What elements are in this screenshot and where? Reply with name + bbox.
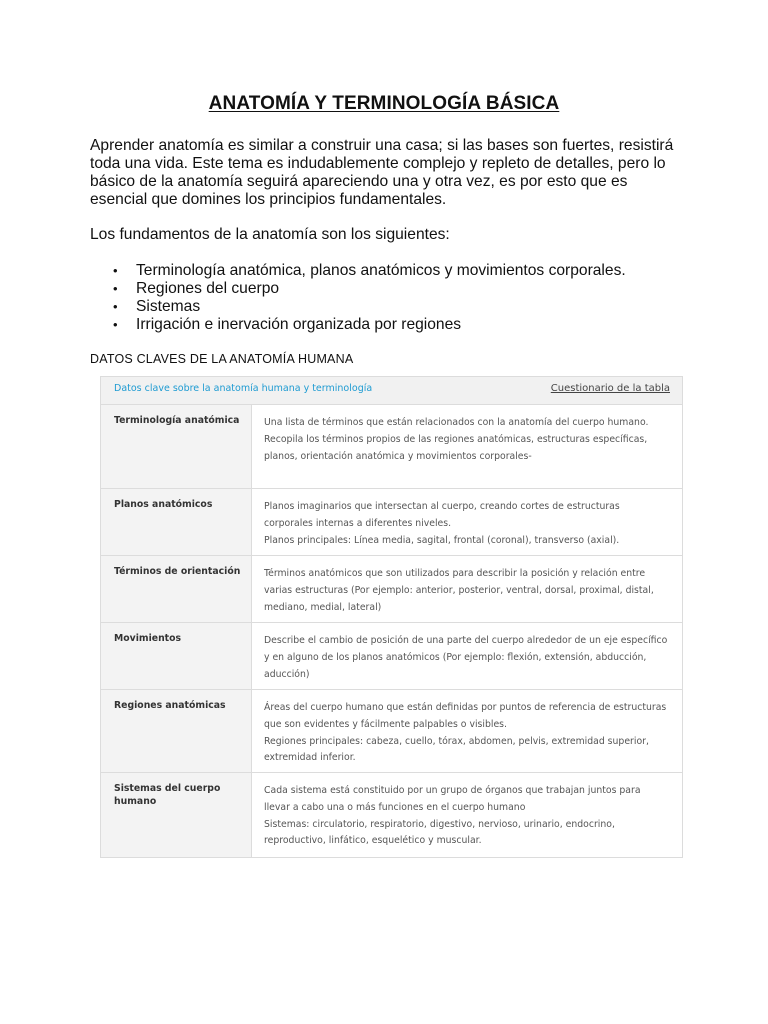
term-label: Términos de orientación: [114, 566, 241, 577]
key-facts-table: [100, 376, 683, 858]
intro-paragraph: Aprender anatomía es similar a construir una casa; si las bases son fuertes, resistirá toda una vida. Este tema es indudablemente complejo y repleto de detalles, pero lo básico de la anatomía seguirá apareciendo una y otra vez, es por esto que es esencial que domines los principios fundamentales.: [90, 137, 674, 208]
list-item: [90, 262, 690, 280]
section-heading: DATOS CLAVES DE LA ANATOMÍA HUMANA: [90, 352, 354, 366]
table-row: [101, 690, 682, 773]
fundamentals-intro: Los fundamentos de la anatomía son los siguientes:: [90, 226, 450, 243]
table-row: [101, 405, 682, 489]
term-cell: [101, 623, 252, 689]
definition-cell: Planos imaginarios que intersectan al cuerpo, creando cortes de estructuras corporales internas a diferentes niveles. Planos principales: Línea media, sagital, frontal (coronal), transverso (axial).: [264, 501, 620, 546]
definition-cell: Cada sistema está constituido por un grupo de órganos que trabajan juntos para llevar a cabo una o más funciones en el cuerpo humano Sistemas: circulatorio, respiratorio, digestivo, nervioso, urinario, endocrino, reproductivo, linfático, esquelético y muscular.: [264, 785, 641, 847]
table-row: [101, 773, 682, 857]
table-header: [101, 377, 682, 405]
table-caption-link[interactable]: Datos clave sobre la anatomía humana y terminología: [114, 383, 373, 394]
bullet-icon: •: [113, 299, 118, 314]
bullet-icon: •: [113, 281, 118, 296]
definition-cell: Describe el cambio de posición de una parte del cuerpo alrededor de un eje específico y en alguno de los planos anatómicos (Por ejemplo: flexión, extensión, abducción, aducción): [264, 635, 668, 680]
table-row: [101, 489, 682, 556]
definition-cell: Áreas del cuerpo humano que están definidas por puntos de referencia de estructuras que son evidentes y fácilmente palpables o visibles. Regiones principales: cabeza, cuello, tórax, abdomen, pelvis, extremidad superior, extremidad inferior.: [264, 702, 667, 764]
page-title: ANATOMÍA Y TERMINOLOGÍA BÁSICA: [208, 93, 560, 114]
term-cell: [101, 489, 252, 555]
list-item-text: Terminología anatómica, planos anatómicos y movimientos corporales.: [136, 262, 626, 279]
list-item: [90, 280, 690, 298]
term-cell: [101, 690, 252, 772]
table-row: [101, 556, 682, 623]
table-quiz-link[interactable]: Cuestionario de la tabla: [550, 383, 670, 394]
term-cell: [101, 773, 252, 857]
term-label: Terminología anatómica: [114, 415, 240, 426]
list-item-text: Irrigación e inervación organizada por regiones: [136, 316, 462, 333]
term-label: Regiones anatómicas: [114, 700, 226, 711]
term-label: Movimientos: [114, 633, 182, 644]
list-item: [90, 298, 690, 316]
term-label: Sistemas del cuerpo humano: [114, 783, 221, 807]
term-cell: [101, 556, 252, 622]
bullet-icon: •: [113, 317, 118, 332]
term-cell: [101, 405, 252, 488]
list-item-text: Sistemas: [136, 298, 201, 315]
fundamentals-list: [90, 262, 690, 334]
definition-cell: Términos anatómicos que son utilizados para describir la posición y relación entre varias estructuras (Por ejemplo: anterior, posterior, ventral, dorsal, proximal, distal, mediano, medial, lateral): [264, 568, 654, 613]
list-item-text: Regiones del cuerpo: [136, 280, 280, 297]
list-item: [90, 316, 690, 334]
definition-cell: Una lista de términos que están relacionados con la anatomía del cuerpo humano. Recopila los términos propios de las regiones anatómicas, estructuras específicas, planos, orientación anatómica y movimientos corporales-: [264, 417, 649, 462]
term-label: Planos anatómicos: [114, 499, 213, 510]
table-row: [101, 623, 682, 690]
bullet-icon: •: [113, 263, 118, 278]
